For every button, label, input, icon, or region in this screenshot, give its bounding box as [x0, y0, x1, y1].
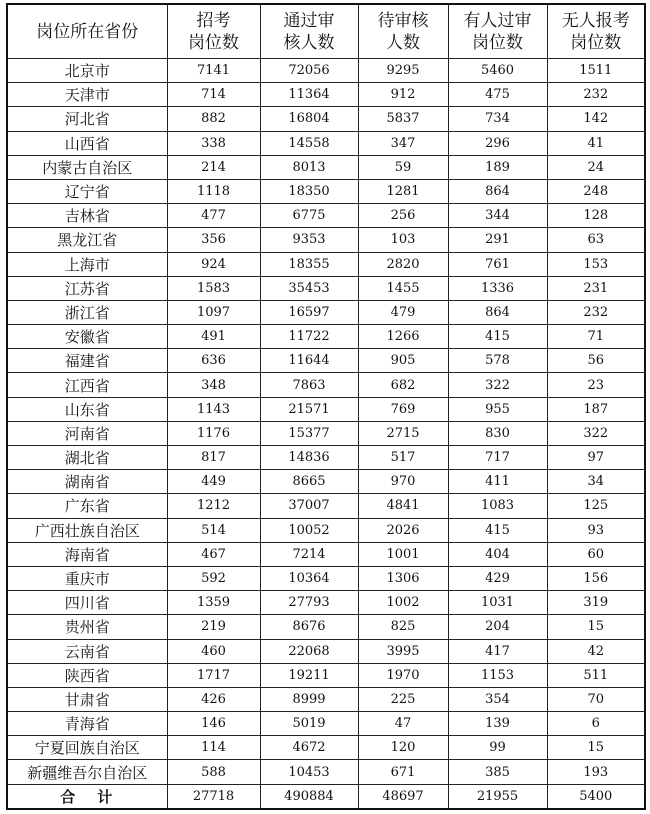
table-row: [7, 663, 645, 687]
pending-review-cell: 103: [358, 228, 448, 252]
approved-applicants-cell: 9353: [260, 228, 358, 252]
recruit-posts-cell: 817: [167, 446, 260, 470]
header-posts-with-approved: [448, 4, 547, 59]
table-row: [7, 59, 645, 83]
table-row: [7, 542, 645, 566]
approved-applicants-cell: 37007: [260, 494, 358, 518]
posts-no-applicants-cell: 187: [547, 397, 645, 421]
posts-no-applicants-cell: 1511: [547, 59, 645, 83]
total-recruit-posts-cell: 27718: [167, 784, 260, 809]
table-body: [7, 59, 645, 785]
province-cell: 云南省: [7, 639, 167, 663]
recruit-posts-cell: 214: [167, 155, 260, 179]
pending-review-cell: 4841: [358, 494, 448, 518]
approved-applicants-cell: 18355: [260, 252, 358, 276]
posts-with-approved-cell: 411: [448, 470, 547, 494]
posts-no-applicants-cell: 6: [547, 712, 645, 736]
posts-no-applicants-cell: 15: [547, 615, 645, 639]
recruit-posts-cell: 1359: [167, 591, 260, 615]
posts-with-approved-cell: 189: [448, 155, 547, 179]
table-row: [7, 276, 645, 300]
header-line: 岗位数: [472, 32, 523, 53]
table-row: [7, 228, 645, 252]
posts-with-approved-cell: 385: [448, 760, 547, 784]
pending-review-cell: 970: [358, 470, 448, 494]
posts-no-applicants-cell: 125: [547, 494, 645, 518]
table-header: [7, 4, 645, 59]
province-cell: 重庆市: [7, 566, 167, 590]
pending-review-cell: 479: [358, 300, 448, 324]
posts-no-applicants-cell: 232: [547, 83, 645, 107]
recruit-posts-cell: 426: [167, 687, 260, 711]
posts-no-applicants-cell: 156: [547, 566, 645, 590]
posts-no-applicants-cell: 128: [547, 204, 645, 228]
posts-no-applicants-cell: 71: [547, 325, 645, 349]
posts-with-approved-cell: 1336: [448, 276, 547, 300]
total-pending-review-cell: 48697: [358, 784, 448, 809]
recruit-posts-cell: 338: [167, 131, 260, 155]
approved-applicants-cell: 10052: [260, 518, 358, 542]
province-cell: 江西省: [7, 373, 167, 397]
posts-with-approved-cell: 475: [448, 83, 547, 107]
header-line: 无人报考: [561, 10, 630, 31]
recruit-posts-cell: 460: [167, 639, 260, 663]
pending-review-cell: 1002: [358, 591, 448, 615]
table-row: [7, 373, 645, 397]
header-line: 岗位所在省份: [36, 21, 139, 42]
table-row: [7, 131, 645, 155]
posts-with-approved-cell: 1153: [448, 663, 547, 687]
posts-with-approved-cell: 204: [448, 615, 547, 639]
province-cell: 吉林省: [7, 204, 167, 228]
table-row: [7, 712, 645, 736]
recruit-posts-cell: 1118: [167, 179, 260, 203]
recruit-posts-cell: 1212: [167, 494, 260, 518]
province-cell: 北京市: [7, 59, 167, 83]
province-cell: 青海省: [7, 712, 167, 736]
posts-no-applicants-cell: 319: [547, 591, 645, 615]
posts-with-approved-cell: 99: [448, 736, 547, 760]
posts-no-applicants-cell: 142: [547, 107, 645, 131]
pending-review-cell: 905: [358, 349, 448, 373]
province-cell: 四川省: [7, 591, 167, 615]
province-cell: 湖南省: [7, 470, 167, 494]
province-cell: 陕西省: [7, 663, 167, 687]
total-posts-no-applicants-cell: 5400: [547, 784, 645, 809]
recruit-posts-cell: 882: [167, 107, 260, 131]
table-row: [7, 591, 645, 615]
table-row: [7, 566, 645, 590]
pending-review-cell: 2820: [358, 252, 448, 276]
table-row: [7, 446, 645, 470]
pending-review-cell: 1266: [358, 325, 448, 349]
posts-with-approved-cell: 139: [448, 712, 547, 736]
posts-with-approved-cell: 429: [448, 566, 547, 590]
posts-no-applicants-cell: 42: [547, 639, 645, 663]
posts-with-approved-cell: 296: [448, 131, 547, 155]
posts-with-approved-cell: 354: [448, 687, 547, 711]
total-approved-applicants-cell: 490884: [260, 784, 358, 809]
table-row: [7, 518, 645, 542]
posts-no-applicants-cell: 248: [547, 179, 645, 203]
province-cell: 山西省: [7, 131, 167, 155]
posts-no-applicants-cell: 56: [547, 349, 645, 373]
table-row: [7, 107, 645, 131]
province-cell: 辽宁省: [7, 179, 167, 203]
province-cell: 安徽省: [7, 325, 167, 349]
posts-no-applicants-cell: 23: [547, 373, 645, 397]
pending-review-cell: 1281: [358, 179, 448, 203]
pending-review-cell: 682: [358, 373, 448, 397]
pending-review-cell: 517: [358, 446, 448, 470]
recruit-posts-cell: 588: [167, 760, 260, 784]
pending-review-cell: 825: [358, 615, 448, 639]
header-line: 核人数: [283, 32, 335, 53]
recruit-posts-cell: 491: [167, 325, 260, 349]
posts-with-approved-cell: 1083: [448, 494, 547, 518]
recruitment-statistics-table: [6, 3, 646, 810]
header-line: 通过审: [283, 10, 335, 31]
province-cell: 广西壮族自治区: [7, 518, 167, 542]
approved-applicants-cell: 5019: [260, 712, 358, 736]
recruit-posts-cell: 449: [167, 470, 260, 494]
posts-with-approved-cell: 864: [448, 300, 547, 324]
posts-no-applicants-cell: 93: [547, 518, 645, 542]
recruit-posts-cell: 514: [167, 518, 260, 542]
posts-with-approved-cell: 5460: [448, 59, 547, 83]
recruit-posts-cell: 477: [167, 204, 260, 228]
province-cell: 内蒙古自治区: [7, 155, 167, 179]
recruit-posts-cell: 467: [167, 542, 260, 566]
table-row: [7, 639, 645, 663]
province-cell: 广东省: [7, 494, 167, 518]
recruit-posts-cell: 592: [167, 566, 260, 590]
table-row: [7, 300, 645, 324]
table-row: [7, 325, 645, 349]
approved-applicants-cell: 18350: [260, 179, 358, 203]
pending-review-cell: 1455: [358, 276, 448, 300]
province-cell: 黑龙江省: [7, 228, 167, 252]
header-pending-review: [358, 4, 448, 59]
pending-review-cell: 2715: [358, 421, 448, 445]
posts-with-approved-cell: 578: [448, 349, 547, 373]
posts-with-approved-cell: 415: [448, 518, 547, 542]
posts-with-approved-cell: 291: [448, 228, 547, 252]
province-cell: 甘肃省: [7, 687, 167, 711]
table-row: [7, 470, 645, 494]
recruit-posts-cell: 1717: [167, 663, 260, 687]
recruit-posts-cell: 1143: [167, 397, 260, 421]
approved-applicants-cell: 11364: [260, 83, 358, 107]
pending-review-cell: 671: [358, 760, 448, 784]
recruit-posts-cell: 356: [167, 228, 260, 252]
approved-applicants-cell: 35453: [260, 276, 358, 300]
approved-applicants-cell: 8013: [260, 155, 358, 179]
province-cell: 海南省: [7, 542, 167, 566]
table-row: [7, 179, 645, 203]
posts-no-applicants-cell: 231: [547, 276, 645, 300]
posts-with-approved-cell: 417: [448, 639, 547, 663]
table-row: [7, 760, 645, 784]
posts-no-applicants-cell: 322: [547, 421, 645, 445]
approved-applicants-cell: 6775: [260, 204, 358, 228]
recruit-posts-cell: 1583: [167, 276, 260, 300]
approved-applicants-cell: 11644: [260, 349, 358, 373]
pending-review-cell: 120: [358, 736, 448, 760]
pending-review-cell: 769: [358, 397, 448, 421]
posts-no-applicants-cell: 232: [547, 300, 645, 324]
posts-with-approved-cell: 1031: [448, 591, 547, 615]
pending-review-cell: 1306: [358, 566, 448, 590]
posts-with-approved-cell: 404: [448, 542, 547, 566]
table-row: [7, 252, 645, 276]
approved-applicants-cell: 14558: [260, 131, 358, 155]
posts-with-approved-cell: 344: [448, 204, 547, 228]
approved-applicants-cell: 72056: [260, 59, 358, 83]
header-row: [7, 4, 645, 59]
header-line: 岗位数: [188, 32, 239, 53]
approved-applicants-cell: 14836: [260, 446, 358, 470]
recruit-posts-cell: 146: [167, 712, 260, 736]
pending-review-cell: 256: [358, 204, 448, 228]
province-cell: 山东省: [7, 397, 167, 421]
posts-no-applicants-cell: 41: [547, 131, 645, 155]
recruit-posts-cell: 348: [167, 373, 260, 397]
approved-applicants-cell: 15377: [260, 421, 358, 445]
table-row: [7, 494, 645, 518]
province-cell: 江苏省: [7, 276, 167, 300]
pending-review-cell: 3995: [358, 639, 448, 663]
data-table-container: [6, 3, 644, 810]
recruit-posts-cell: 924: [167, 252, 260, 276]
posts-no-applicants-cell: 153: [547, 252, 645, 276]
header-posts-no-applicants: [547, 4, 645, 59]
approved-applicants-cell: 19211: [260, 663, 358, 687]
posts-no-applicants-cell: 34: [547, 470, 645, 494]
province-cell: 宁夏回族自治区: [7, 736, 167, 760]
table-row: [7, 83, 645, 107]
approved-applicants-cell: 10453: [260, 760, 358, 784]
pending-review-cell: 1001: [358, 542, 448, 566]
header-line: 有人过审: [463, 10, 532, 31]
posts-no-applicants-cell: 63: [547, 228, 645, 252]
province-cell: 天津市: [7, 83, 167, 107]
posts-with-approved-cell: 761: [448, 252, 547, 276]
posts-no-applicants-cell: 193: [547, 760, 645, 784]
posts-no-applicants-cell: 97: [547, 446, 645, 470]
table-row: [7, 155, 645, 179]
header-line: 待审核: [377, 10, 429, 31]
table-row: [7, 349, 645, 373]
approved-applicants-cell: 8665: [260, 470, 358, 494]
posts-no-applicants-cell: 511: [547, 663, 645, 687]
approved-applicants-cell: 16804: [260, 107, 358, 131]
total-posts-with-approved-cell: 21955: [448, 784, 547, 809]
pending-review-cell: 59: [358, 155, 448, 179]
recruit-posts-cell: 7141: [167, 59, 260, 83]
header-province: [7, 4, 167, 59]
header-line: 岗位数: [570, 32, 622, 53]
province-cell: 福建省: [7, 349, 167, 373]
province-cell: 贵州省: [7, 615, 167, 639]
approved-applicants-cell: 7214: [260, 542, 358, 566]
pending-review-cell: 5837: [358, 107, 448, 131]
posts-no-applicants-cell: 15: [547, 736, 645, 760]
total-label: 合计: [7, 784, 167, 809]
approved-applicants-cell: 21571: [260, 397, 358, 421]
pending-review-cell: 347: [358, 131, 448, 155]
table-row: [7, 421, 645, 445]
posts-with-approved-cell: 415: [448, 325, 547, 349]
approved-applicants-cell: 7863: [260, 373, 358, 397]
approved-applicants-cell: 11722: [260, 325, 358, 349]
table-row: [7, 736, 645, 760]
posts-with-approved-cell: 717: [448, 446, 547, 470]
recruit-posts-cell: 114: [167, 736, 260, 760]
approved-applicants-cell: 10364: [260, 566, 358, 590]
approved-applicants-cell: 22068: [260, 639, 358, 663]
province-cell: 河北省: [7, 107, 167, 131]
posts-with-approved-cell: 830: [448, 421, 547, 445]
total-row: [7, 784, 645, 809]
table-row: [7, 204, 645, 228]
table-row: [7, 687, 645, 711]
province-cell: 河南省: [7, 421, 167, 445]
posts-no-applicants-cell: 60: [547, 542, 645, 566]
table-footer: [7, 784, 645, 809]
header-recruit-posts: [167, 4, 260, 59]
header-line: 招考: [196, 10, 231, 31]
posts-no-applicants-cell: 70: [547, 687, 645, 711]
pending-review-cell: 47: [358, 712, 448, 736]
approved-applicants-cell: 16597: [260, 300, 358, 324]
recruit-posts-cell: 714: [167, 83, 260, 107]
recruit-posts-cell: 1097: [167, 300, 260, 324]
posts-with-approved-cell: 322: [448, 373, 547, 397]
recruit-posts-cell: 636: [167, 349, 260, 373]
recruit-posts-cell: 219: [167, 615, 260, 639]
header-line: 人数: [386, 32, 420, 53]
posts-with-approved-cell: 734: [448, 107, 547, 131]
header-approved-applicants: [260, 4, 358, 59]
province-cell: 浙江省: [7, 300, 167, 324]
table-row: [7, 615, 645, 639]
approved-applicants-cell: 27793: [260, 591, 358, 615]
approved-applicants-cell: 4672: [260, 736, 358, 760]
pending-review-cell: 225: [358, 687, 448, 711]
posts-with-approved-cell: 955: [448, 397, 547, 421]
approved-applicants-cell: 8676: [260, 615, 358, 639]
pending-review-cell: 9295: [358, 59, 448, 83]
province-cell: 新疆维吾尔自治区: [7, 760, 167, 784]
approved-applicants-cell: 8999: [260, 687, 358, 711]
recruit-posts-cell: 1176: [167, 421, 260, 445]
pending-review-cell: 2026: [358, 518, 448, 542]
posts-with-approved-cell: 864: [448, 179, 547, 203]
province-cell: 上海市: [7, 252, 167, 276]
pending-review-cell: 1970: [358, 663, 448, 687]
pending-review-cell: 912: [358, 83, 448, 107]
posts-no-applicants-cell: 24: [547, 155, 645, 179]
province-cell: 湖北省: [7, 446, 167, 470]
table-row: [7, 397, 645, 421]
